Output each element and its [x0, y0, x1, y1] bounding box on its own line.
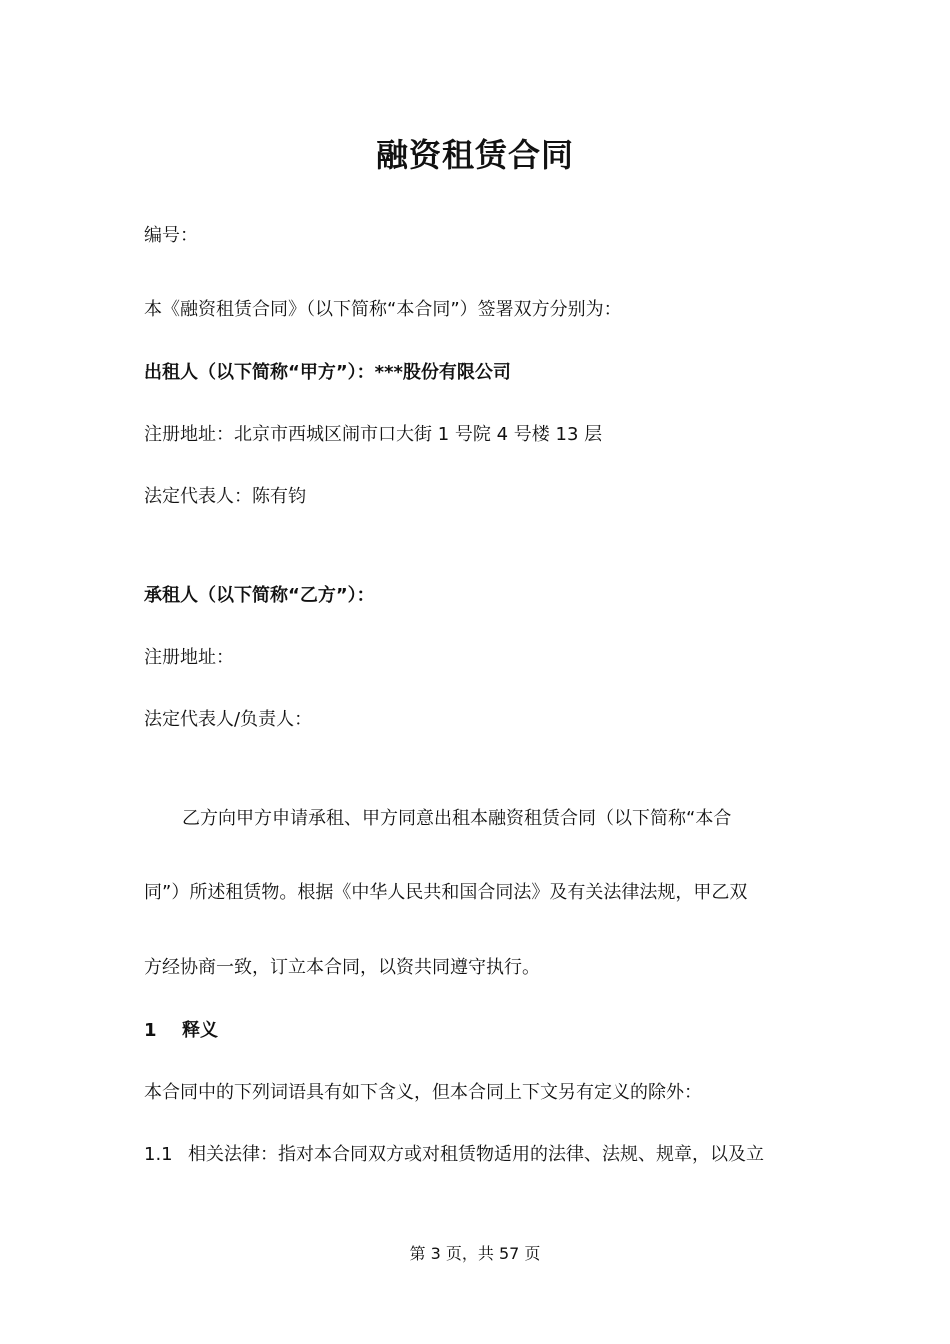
section-number: 1	[144, 1020, 157, 1041]
intro-paragraph: 本《融资租赁合同》（以下简称“本合同”）签署双方分别为：	[144, 299, 622, 320]
clause-text: 相关法律：指对本合同双方或对租赁物适用的法律、法规、规章，以及立	[188, 1144, 764, 1165]
preamble-line-2: 同”）所述租赁物。根据《中华人民共和国合同法》及有关法律法规，甲乙双	[144, 882, 748, 903]
contract-number-label: 编号：	[144, 225, 198, 246]
section-1-intro: 本合同中的下列词语具有如下含义，但本合同上下文另有定义的除外：	[144, 1082, 702, 1103]
lessor-address: 注册地址：北京市西城区闹市口大街 1 号院 4 号楼 13 层	[144, 424, 603, 445]
clause-number: 1.1	[144, 1144, 173, 1165]
section-title: 释义	[182, 1020, 218, 1041]
preamble-line-3: 方经协商一致，订立本合同，以资共同遵守执行。	[144, 957, 540, 978]
page-footer: 第 3 页，共 57 页	[409, 1244, 541, 1263]
lessee-address: 注册地址：	[144, 647, 234, 668]
document-title: 融资租赁合同	[375, 136, 574, 174]
preamble-line-1: 乙方向甲方申请承租、甲方同意出租本融资租赁合同（以下简称“本合	[182, 808, 732, 829]
lessor-representative: 法定代表人：陈有钧	[144, 486, 306, 507]
lessee-representative: 法定代表人/负责人：	[144, 709, 313, 730]
lessor-heading: 出租人（以下简称“甲方”）：***股份有限公司	[144, 362, 511, 383]
clause-1-1	[144, 1143, 764, 1167]
lessee-heading: 承租人（以下简称“乙方”）：	[144, 585, 375, 606]
section-1-heading	[144, 1019, 218, 1043]
